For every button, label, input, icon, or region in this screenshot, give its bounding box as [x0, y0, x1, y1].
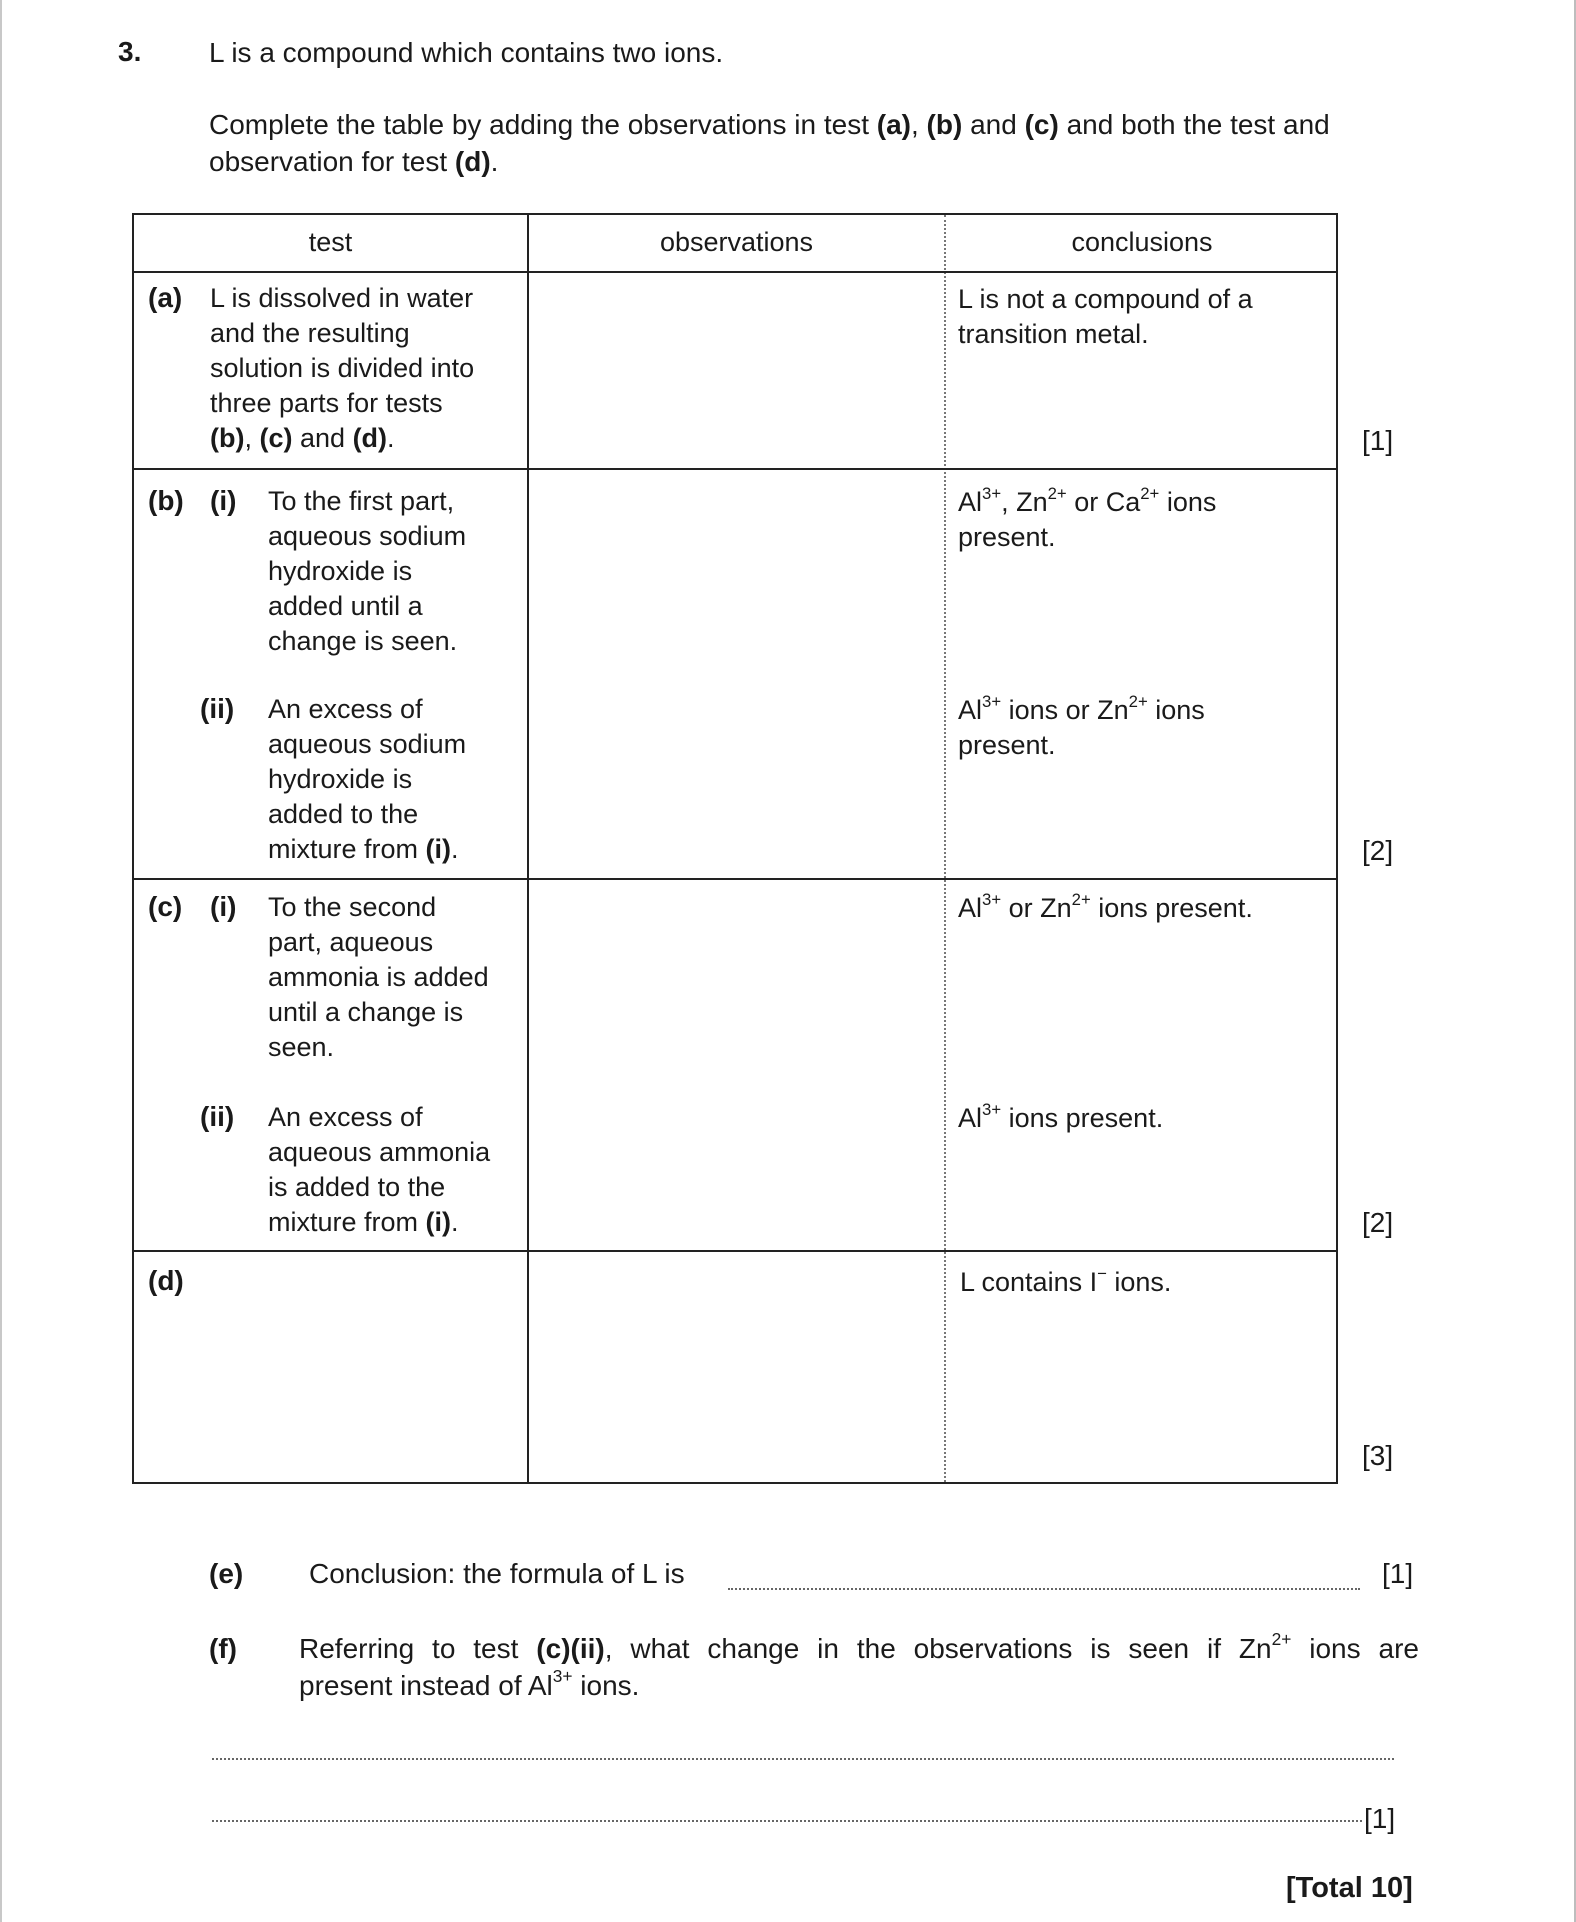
row-b-mark: [2] [1362, 835, 1394, 866]
row-c-ii-test: An excess of aqueous ammonia is added to the mixture from (i). [268, 1102, 491, 1237]
question-number: 3. [118, 36, 142, 67]
part-f-answer-line-1[interactable] [212, 1758, 1394, 1760]
row-c-i-label: (i) [210, 891, 237, 922]
instruction-line-2: observation for test (d). [209, 146, 499, 177]
question-intro: L is a compound which contains two ions. [209, 37, 724, 68]
part-f-answer-line-2[interactable] [212, 1820, 1362, 1822]
header-test: test [308, 227, 353, 257]
row-divider-c [134, 1250, 1336, 1252]
header-observations: observations [659, 227, 814, 257]
total-marks: [Total 10] [1286, 1872, 1413, 1904]
row-d-label: (d) [148, 1265, 184, 1296]
row-c-i-test: To the second part, aqueous ammonia is added until a change is seen. [268, 892, 489, 1062]
row-c-ii-conclusion: $Al^{3+}$ ions present. [958, 1099, 1164, 1133]
row-b-i-conclusion: $Al^{3+}$, $Zn^{2+}$ or $Ca^{2+}$ ions present. [958, 483, 1217, 552]
part-f-line-1: Referring to test (c)(ii), what change in the observations is seen if $Zn^{2+}$ ions are [299, 1629, 1419, 1664]
row-b-ii-conclusion: $Al^{3+}$ ions or $Zn^{2+}$ ions present. [958, 691, 1205, 760]
row-d-conclusion: L contains I− ions. [960, 1263, 1172, 1297]
row-b-ii-test: An excess of aqueous sodium hydroxide is added to the mixture from (i). [268, 694, 467, 864]
header-divider [134, 271, 1336, 273]
row-b-i-test: To the first part, aqueous sodium hydroxide is added until a change is seen. [268, 486, 467, 656]
row-c-i-conclusion: $Al^{3+}$ or $Zn^{2+}$ ions present. [958, 889, 1253, 923]
row-a-mark: [1] [1362, 425, 1394, 456]
row-divider-a [134, 468, 1336, 470]
part-e-answer-line[interactable] [728, 1588, 1360, 1590]
row-c-label: (c) [148, 891, 183, 922]
row-b-label: (b) [148, 485, 184, 516]
row-divider-b [134, 878, 1336, 880]
part-e-text: Conclusion: the formula of L is [309, 1558, 685, 1589]
header-conclusions: conclusions [1071, 227, 1213, 257]
row-b-i-label: (i) [210, 485, 237, 516]
row-c-ii-label: (ii) [200, 1101, 235, 1132]
row-b-ii-label: (ii) [200, 693, 235, 724]
part-e-label: (e) [209, 1558, 244, 1589]
row-a-label: (a) [148, 282, 183, 313]
part-f-line-2: present instead of $Al^{3+}$ ions. [299, 1666, 640, 1701]
part-e-mark: [1] [1382, 1558, 1414, 1589]
column-divider-2 [944, 215, 946, 1482]
row-c-mark: [2] [1362, 1207, 1394, 1238]
observation-table [132, 213, 1338, 1484]
instruction-line-1: Complete the table by adding the observations in test (a), (b) and (c) and both the test and [209, 109, 1330, 140]
part-f-label: (f) [209, 1633, 237, 1664]
row-a-conclusion: L is not a compound of a transition metal. [958, 284, 1253, 349]
part-f-mark: [1] [1364, 1803, 1396, 1834]
row-a-test: L is dissolved in water and the resulting solution is divided into three parts for tests (b), (c) and (d). [210, 283, 475, 453]
column-divider-1 [527, 215, 529, 1482]
row-d-mark: [3] [1362, 1440, 1394, 1471]
